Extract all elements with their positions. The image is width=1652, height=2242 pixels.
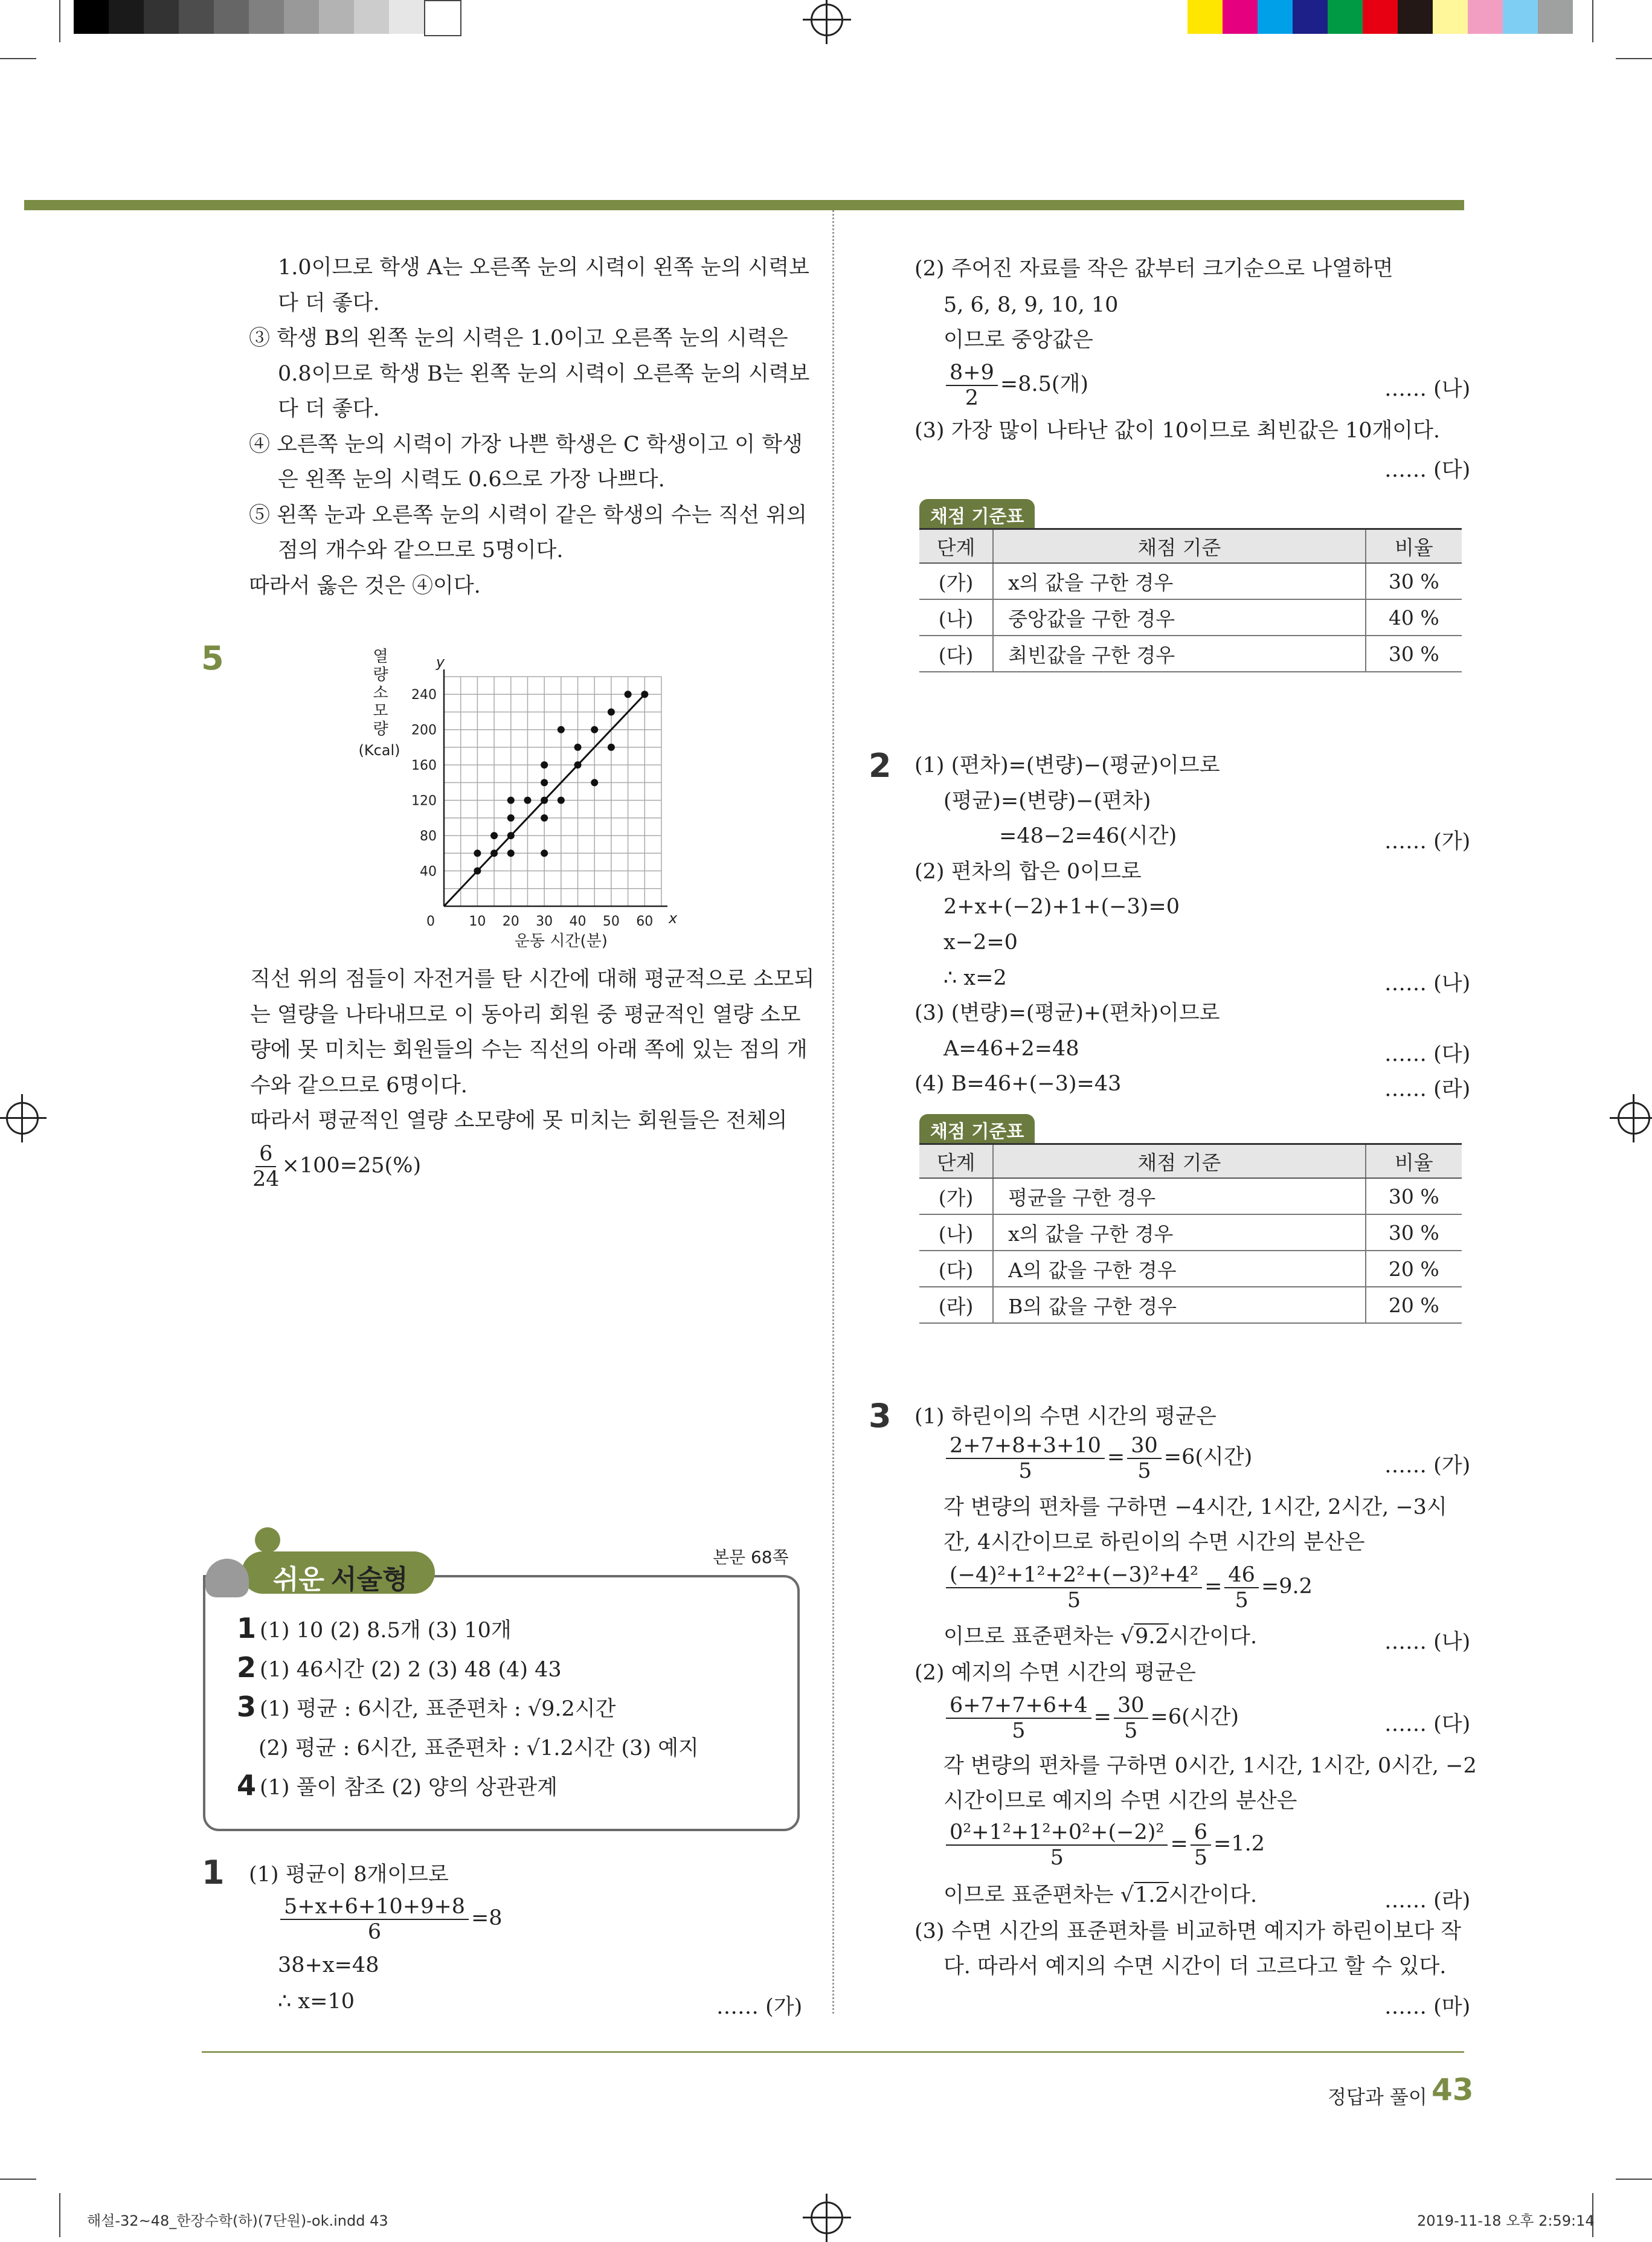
color-swatch [1223,0,1258,34]
q3-fraction-1: $\frac{2+7+8+3+10}{5}$ = $\frac{30}{5}$ =6(시간) [943,1432,1252,1483]
q3-fraction-3: $\frac{6+7+7+6+4}{5}$ = $\frac{30}{5}$ =6(시간) [943,1692,1239,1743]
q1-line-3: 38+x=48 [278,1953,379,1977]
q2-line: (2) 편차의 합은 0이므로 [914,859,1142,884]
table-row [919,1178,1462,1214]
box-answer-text: (1) 풀이 참조 (2) 양의 상관관계 [260,1776,558,1800]
table-cell: (가) [919,1178,993,1214]
box-answer-number: 3 [237,1690,257,1723]
table-cell: x의 값을 구한 경우 [993,563,1365,599]
q3-mark-b: …… (나) [1384,1630,1471,1654]
data-point [641,691,648,698]
q3-line-4: 이므로 표준편차는 √9.2시간이다. [943,1625,1258,1649]
color-swatch [1328,0,1363,34]
q3-line-2: 각 변량의 편차를 구하면 −4시간, 1시간, 2시간, −3시 [943,1495,1447,1519]
y-tick-label: 160 [411,758,437,774]
gray-calibration-bar [74,0,464,34]
y-tick-label: 200 [411,723,437,738]
table-row [919,563,1462,599]
table-cell: 30 % [1366,1178,1462,1214]
table-cell: (나) [919,599,993,636]
table-cell: (다) [919,1251,993,1287]
data-point [474,849,481,857]
table-header-cell: 단계 [919,1144,993,1179]
data-point [608,744,615,751]
box-answer-text: (1) 10 (2) 8.5개 (3) 10개 [260,1619,512,1643]
y-tick-label: 40 [420,864,437,880]
r-q1-line-2: 5, 6, 8, 9, 10, 10 [943,293,1119,317]
table-row [919,1214,1462,1251]
q2-line: (평균)=(변량)−(편차) [943,788,1151,813]
footer-page-number: 43 [1432,2072,1474,2107]
x-tick-label: 30 [536,914,553,929]
box-answer-text: (2) 평균 : 6시간, 표준편차 : √1.2시간 (3) 예지 [259,1736,699,1760]
registration-mark-top-icon [811,4,843,36]
gray-swatch [354,0,389,34]
footer-rule [202,2051,1464,2053]
table-cell: (나) [919,1214,993,1251]
color-swatch [1363,0,1398,34]
q3-line-6: 각 변량의 편차를 구하면 0시간, 1시간, 1시간, 0시간, −2 [943,1754,1477,1778]
q3-mark-a: …… (가) [1384,1454,1471,1478]
grading-table-1 [919,528,1462,672]
gray-swatch [319,0,354,34]
q2-mark: …… (가) [1384,829,1471,854]
r-q1-line-4: (3) 가장 많이 나타난 값이 10이므로 최빈값은 10개이다. [914,419,1441,443]
data-point [591,779,598,786]
data-point [541,797,548,804]
box-answer-number: 2 [237,1651,257,1684]
scatter-chart [356,643,695,958]
registration-mark-left-icon [6,1102,39,1135]
column-divider [832,210,834,2014]
data-point [541,814,548,822]
data-point [507,814,515,822]
q2-mark: …… (라) [1384,1077,1471,1102]
grading-table-1-tag: 채점 기준표 [919,499,1035,530]
s4-line: 0.8이므로 학생 B는 왼쪽 눈의 시력이 오른쪽 눈의 시력보 [278,361,810,386]
data-point [574,744,582,751]
data-point [490,849,498,857]
table-row [919,636,1462,672]
y-axis-label-char: 량 [373,720,388,738]
gray-swatch [179,0,214,34]
table-cell: B의 값을 구한 경우 [993,1287,1365,1323]
gray-swatch [284,0,319,34]
r-q1-line-3: 이므로 중앙값은 [943,328,1093,352]
data-point [541,779,548,786]
q2-line: =48−2=46(시간) [999,824,1177,849]
data-point [507,849,515,857]
q1-line-4: ∴ x=10 [278,1989,355,2014]
q2-mark: …… (나) [1384,971,1471,996]
footer-timestamp: 2019-11-18 오후 2:59:14 [1417,2212,1595,2229]
q3-line-9: (3) 수면 시간의 표준편차를 비교하면 예지가 하린이보다 작 [914,1919,1462,1944]
data-point [474,868,481,875]
q3-fraction-4: $\frac{\text{0²+1²+1²+0²+(−2)²}}{5}$ = $\frac{6}{5}$ =1.2 [943,1818,1265,1870]
x-tick-label: 20 [502,914,519,929]
registration-mark-right-icon [1618,1102,1650,1135]
grading-table-2 [919,1143,1462,1324]
q1-mark-a: …… (가) [716,1995,803,2019]
box-answer-number: 4 [237,1769,257,1802]
x-tick-label: 10 [469,914,486,929]
s5-line: 따라서 평균적인 열량 소모량에 못 미치는 회원들은 전체의 [250,1109,788,1133]
q3-line-1: (1) 하린이의 수면 시간의 평균은 [914,1405,1217,1429]
table-row [919,1287,1462,1323]
table-cell: 40 % [1366,599,1462,636]
box-answer-text: (1) 46시간 (2) 2 (3) 48 (4) 43 [260,1658,562,1682]
table-header-cell: 단계 [919,529,993,564]
s5-line: 수와 같으므로 6명이다. [250,1073,468,1098]
q2-line: (1) (편차)=(변량)−(평균)이므로 [914,753,1220,778]
y-tick-label: 120 [411,793,437,809]
data-point [558,797,565,804]
question-1-number: 1 [202,1854,225,1892]
q3-mark-d: …… (라) [1384,1889,1471,1913]
q2-line: (4) B=46+(−3)=43 [914,1072,1122,1097]
box-answer-number: 1 [237,1612,257,1644]
q2-line: x−2=0 [943,930,1018,955]
x-tick-label: 60 [636,914,654,929]
elephant-mascot-icon [205,1559,249,1597]
r-q1-mark-c: …… (다) [1384,458,1471,482]
table-cell: 평균을 구한 경우 [993,1178,1365,1214]
q3-line-3: 간, 4시간이므로 하린이의 수면 시간의 분산은 [943,1530,1365,1554]
color-swatch [1538,0,1573,34]
data-point [608,708,615,715]
r-q1-fraction: $\frac{8+9}{2}$ =8.5(개) [943,359,1088,410]
color-swatch [1188,0,1223,34]
s5-line: 량에 못 미치는 회원들의 수는 직선의 아래 쪽에 있는 점의 개 [250,1038,808,1062]
y-tick-label: 80 [420,829,437,845]
crop-mark [1616,2179,1652,2180]
table-cell: 중앙값을 구한 경우 [993,599,1365,636]
table-header-cell: 채점 기준 [993,1144,1365,1179]
q2-line: A=46+2=48 [943,1036,1079,1061]
table-header-cell: 채점 기준 [993,529,1365,564]
data-point [541,849,548,857]
y-axis-letter: y [435,654,445,671]
s4-line: ⑤ 왼쪽 눈과 오른쪽 눈의 시력이 같은 학생의 수는 직선 위의 [249,503,807,527]
q2-line: ∴ x=2 [943,965,1007,990]
x-tick-label: 40 [569,914,587,929]
s4-line: 1.0이므로 학생 A는 오른쪽 눈의 시력이 왼쪽 눈의 시력보 [278,256,809,280]
color-swatch [1503,0,1538,34]
gray-swatch [74,0,109,34]
gray-swatch [249,0,284,34]
table-cell: 30 % [1366,1214,1462,1251]
crop-mark [1616,58,1652,59]
data-point [490,832,498,839]
table-cell: 최빈값을 구한 경우 [993,636,1365,672]
color-swatch [1468,0,1503,34]
y-axis-label-char: 량 [373,666,388,684]
color-swatch [1398,0,1433,34]
y-axis-label-char: 열 [373,648,388,666]
gray-swatch [144,0,179,34]
data-point [591,726,598,733]
x-tick-label: 50 [602,914,620,929]
box-page-ref: 본문 68쪽 [713,1547,789,1567]
s4-line: ④ 오른쪽 눈의 시력이 가장 나쁜 학생은 C 학생이고 이 학생 [249,432,803,457]
q3-fraction-2: $\frac{\text{(−4)²+1²+2²+(−3)²+4²}}{5}$ = $\frac{46}{5}$ =9.2 [943,1561,1313,1612]
table-row [919,599,1462,636]
gray-swatch [424,0,461,36]
table-header-cell: 비율 [1366,529,1462,564]
box-answer-text: (1) 평균 : 6시간, 표준편차 : √9.2시간 [260,1697,616,1721]
table-cell: 30 % [1366,563,1462,599]
box-title-easy: 쉬운 [273,1564,325,1595]
origin-label: 0 [426,914,435,929]
s4-line: 점의 개수와 같으므로 5명이다. [278,538,564,562]
crop-mark [0,58,36,59]
q3-line-5: (2) 예지의 수면 시간의 평균은 [914,1661,1196,1685]
registration-mark-bottom-icon [811,2202,843,2234]
data-point [574,761,582,768]
q3-line-7: 시간이므로 예지의 수면 시간의 분산은 [943,1789,1297,1813]
table-cell: x의 값을 구한 경우 [993,1214,1365,1251]
s4-line: 다 더 좋다. [278,397,380,421]
r-q1-mark-b: …… (나) [1384,377,1471,401]
q2-line: (3) (변량)=(평균)+(편차)이므로 [914,1001,1220,1026]
q3-line-8: 이므로 표준편차는 √1.2시간이다. [943,1883,1258,1907]
section-5-number: 5 [201,639,224,677]
section-5-percent: $\frac{6}{24}$ ×100=25(%) [252,1142,422,1191]
table-cell: 30 % [1366,636,1462,672]
footer-label: 정답과 풀이 [1328,2086,1427,2108]
data-point [541,761,548,768]
question-3-number: 3 [869,1397,892,1435]
leaf-icon [255,1527,280,1553]
data-point [558,726,565,733]
q3-mark-c: …… (다) [1384,1712,1471,1736]
header-band [24,200,1464,210]
footer-file-name: 해설-32~48_한장수학(하)(7단원)-ok.indd 43 [87,2212,388,2229]
table-header-cell: 비율 [1366,1144,1462,1179]
data-point [507,832,515,839]
y-axis-unit: (Kcal) [358,742,400,759]
q1-line-1: (1) 평균이 8개이므로 [249,1863,449,1887]
gray-swatch [389,0,424,34]
y-axis-label-char: 모 [373,702,388,720]
crop-mark [1592,0,1593,42]
q2-line: 2+x+(−2)+1+(−3)=0 [943,895,1180,920]
table-cell: 20 % [1366,1287,1462,1323]
table-row [919,1251,1462,1287]
s5-line: 는 열량을 나타내므로 이 동아리 회원 중 평균적인 열량 소모 [250,1002,801,1027]
color-swatch [1258,0,1293,34]
q3-line-10: 다. 따라서 예지의 수면 시간이 더 고르다고 할 수 있다. [943,1954,1447,1979]
crop-mark [59,0,60,42]
color-swatch [1433,0,1468,34]
s4-line: 은 왼쪽 눈의 시력도 0.6으로 가장 나쁘다. [278,468,665,492]
table-cell: 20 % [1366,1251,1462,1287]
crop-mark [59,2193,60,2237]
data-point [524,797,531,804]
grading-table-2-tag: 채점 기준표 [919,1114,1035,1145]
crop-mark [0,2179,36,2180]
y-tick-label: 240 [411,688,437,703]
y-axis-label-char: 소 [373,684,388,702]
box-title-descriptive: 서술형 [331,1564,408,1595]
table-cell: A의 값을 구한 경우 [993,1251,1365,1287]
data-point [507,797,515,804]
r-q1-line-1: (2) 주어진 자료를 작은 값부터 크기순으로 나열하면 [914,257,1393,281]
q3-mark-e: …… (마) [1384,1995,1471,2019]
x-axis-letter: x [669,910,678,927]
data-point [625,691,632,698]
table-cell: (라) [919,1287,993,1323]
color-swatch [1293,0,1328,34]
q2-mark: …… (다) [1384,1042,1471,1066]
s4-line: 다 더 좋다. [278,291,380,315]
question-2-number: 2 [869,747,892,785]
table-cell: (가) [919,563,993,599]
x-axis-label: 운동 시간(분) [514,932,608,950]
s4-line: 따라서 옳은 것은 ④이다. [249,573,481,598]
color-calibration-bar [1188,0,1575,34]
table-cell: (다) [919,636,993,672]
s5-line: 직선 위의 점들이 자전거를 탄 시간에 대해 평균적으로 소모되 [250,967,815,991]
gray-swatch [214,0,249,34]
gray-swatch [109,0,144,34]
q1-fraction-line: $\frac{5+x+6+10+9+8}{6}$ =8 [278,1893,503,1944]
s4-line: ③ 학생 B의 왼쪽 눈의 시력은 1.0이고 오른쪽 눈의 시력은 [249,326,788,350]
